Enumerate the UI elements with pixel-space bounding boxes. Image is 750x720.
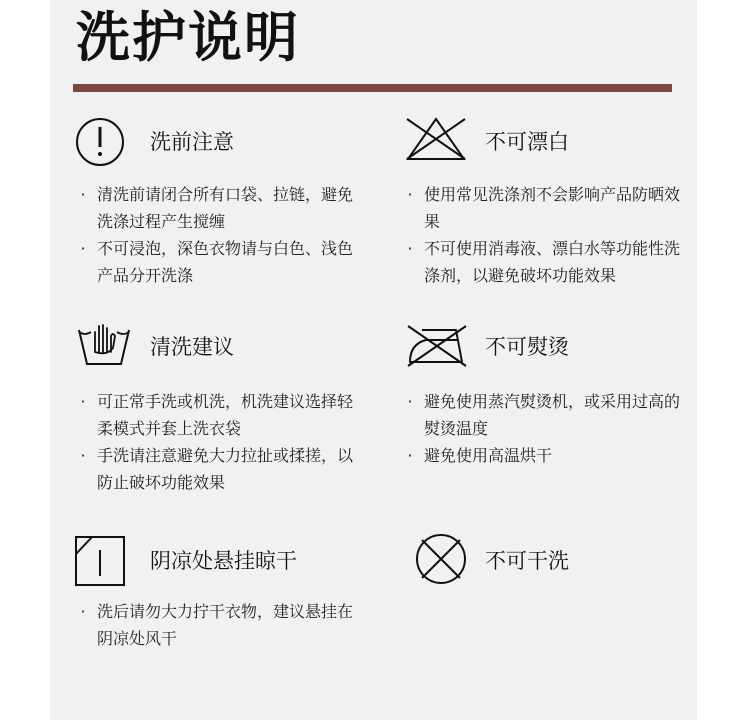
no-bleach-icon — [403, 115, 469, 163]
bullet-list — [76, 598, 361, 652]
bullet-item: · 不可浸泡，深色衣物请与白色、浅色产品分开洗涤 — [80, 239, 354, 285]
section-title: 不可漂白 — [485, 130, 569, 154]
hand-wash-icon — [77, 318, 131, 368]
bullet-list — [76, 388, 361, 496]
section-title: 阴凉处悬挂晾干 — [150, 549, 297, 573]
no-dry-clean-icon — [414, 532, 468, 586]
warning-circle-icon — [75, 117, 125, 167]
bullet-item: · 避免使用高温烘干 — [407, 446, 553, 465]
bullet-list — [403, 388, 688, 469]
bullet-list — [403, 181, 688, 289]
page-title: 洗护说明 — [76, 6, 300, 69]
section-title: 清洗建议 — [150, 335, 234, 359]
bullet-item: · 洗后请勿大力拧干衣物，建议悬挂在阴凉处风干 — [80, 602, 354, 648]
section-title: 不可熨烫 — [485, 335, 569, 359]
bullet-item: · 使用常见洗涤剂不会影响产品防晒效果 — [407, 185, 681, 231]
bullet-item: · 清洗前请闭合所有口袋、拉链，避免洗涤过程产生搅缠 — [80, 185, 354, 231]
shade-dry-icon — [75, 536, 125, 586]
bullet-item: · 避免使用蒸汽熨烫机，或采用过高的熨烫温度 — [407, 392, 681, 438]
section-title: 洗前注意 — [150, 130, 234, 154]
section-title: 不可干洗 — [485, 549, 569, 573]
bullet-item: · 手洗请注意避免大力拉扯或揉搓，以防止破坏功能效果 — [80, 446, 354, 492]
bullet-item: · 不可使用消毒液、漂白水等功能性洗涤剂，以避免破坏功能效果 — [407, 239, 681, 285]
no-iron-icon — [404, 322, 470, 370]
bullet-list — [76, 181, 361, 289]
bullet-item: · 可正常手洗或机洗，机洗建议选择轻柔模式并套上洗衣袋 — [80, 392, 354, 438]
title-divider — [73, 84, 672, 92]
